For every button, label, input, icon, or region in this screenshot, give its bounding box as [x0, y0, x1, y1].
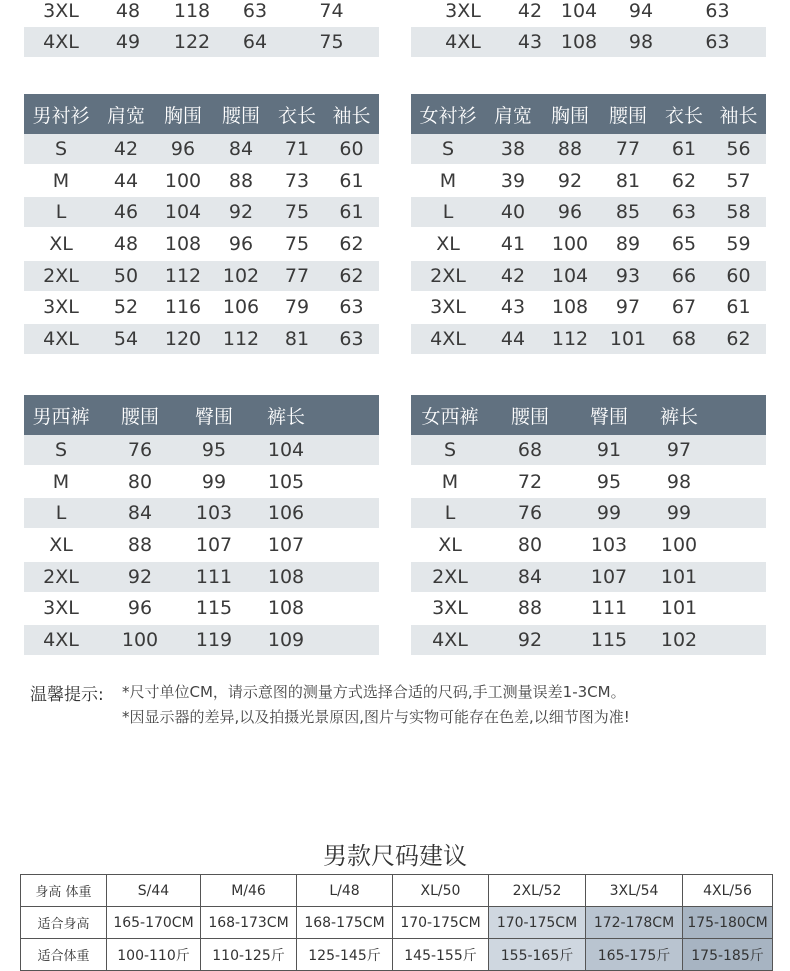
table-cell: L: [411, 498, 489, 528]
table-header-cell: [326, 395, 379, 435]
table-header-cell: 女西裤: [411, 395, 489, 435]
table-cell: [711, 562, 766, 592]
table-cell: 52: [113, 296, 139, 319]
table-cell: M: [439, 169, 457, 192]
table-cell: 145-155斤: [393, 939, 489, 971]
table-row: [24, 528, 379, 561]
table-cell: 104: [154, 197, 212, 227]
table-header-cell: 腰围: [489, 395, 571, 435]
table-cell: 106: [222, 296, 260, 319]
table-cell: 112: [541, 324, 599, 354]
table-row: [411, 528, 766, 561]
table-cell: 57: [726, 169, 751, 192]
table-cell: 118: [173, 0, 211, 22]
table-cell: 81: [270, 324, 324, 354]
table-cell: 62: [671, 169, 697, 192]
table-cell: 48: [113, 232, 139, 255]
table-header-cell: 腰围: [98, 395, 182, 435]
table-row: [24, 164, 379, 197]
table-cell: 102: [212, 261, 270, 291]
table-cell: 96: [127, 597, 153, 620]
table-cell: 84: [98, 498, 182, 528]
table-cell: 2XL: [411, 562, 489, 592]
table-cell: [326, 625, 379, 655]
table-header-cell: [711, 395, 766, 435]
table-cell: 4XL: [411, 625, 489, 655]
table-cell: 60: [324, 134, 379, 164]
table-cell: 42: [517, 0, 543, 22]
table-cell: 100: [660, 533, 698, 556]
size-suggestion-table: [20, 874, 773, 971]
table-row: [411, 134, 766, 164]
table-cell: 91: [571, 435, 647, 465]
table-cell: 100: [551, 232, 589, 255]
table-cell: 63: [657, 197, 711, 227]
table-header-cell: 臀围: [182, 395, 246, 435]
table-row: [24, 625, 379, 655]
table-header-cell: 裤长: [647, 395, 711, 435]
table-cell: 66: [657, 261, 711, 291]
table-header-cell: 腰围: [212, 94, 270, 134]
table-cell: 61: [339, 169, 364, 192]
table-cell: 4XL: [411, 27, 515, 57]
table-cell: 65: [671, 232, 697, 255]
table-cell: S: [411, 134, 485, 164]
table-cell: 94: [628, 0, 654, 22]
table-cell: 77: [599, 134, 657, 164]
tips-label: 温馨提示:: [30, 685, 104, 705]
table-cell: 41: [500, 232, 526, 255]
table-cell: 105: [267, 470, 305, 493]
table-cell: 2XL: [411, 261, 485, 291]
table-cell: M: [441, 470, 459, 493]
table-cell: [326, 435, 379, 465]
table-cell: 61: [726, 296, 751, 319]
table-cell: 44: [113, 169, 139, 192]
men-shirt-size-table: [24, 94, 379, 354]
table-cell: 120: [154, 324, 212, 354]
table-header-cell: 2XL/52: [489, 875, 586, 907]
table-cell: 适合体重: [21, 939, 107, 971]
table-cell: 54: [98, 324, 154, 354]
table-header-cell: 身高 体重: [21, 875, 107, 907]
table-cell: 101: [660, 597, 698, 620]
table-cell: 58: [711, 197, 766, 227]
table-cell: 109: [246, 625, 326, 655]
table-cell: [326, 498, 379, 528]
table-cell: 172-178CM: [586, 907, 683, 939]
table-cell: 175-180CM: [683, 907, 773, 939]
table-row: [24, 134, 379, 164]
table-cell: 92: [212, 197, 270, 227]
table-cell: 60: [711, 261, 766, 291]
table-cell: 4XL: [24, 625, 98, 655]
table-cell: 103: [182, 498, 246, 528]
table-row: [21, 939, 773, 971]
table-cell: 72: [517, 470, 543, 493]
table-cell: 107: [267, 533, 305, 556]
size-suggestion-title: 男款尺码建议: [323, 842, 467, 870]
table-cell: 98: [613, 27, 669, 57]
table-cell: 73: [284, 169, 310, 192]
table-cell: 170-175CM: [489, 907, 586, 939]
table-header-cell: XL/50: [393, 875, 489, 907]
table-header-cell: 男西裤: [24, 395, 98, 435]
table-row: [411, 625, 766, 655]
table-row: [24, 197, 379, 227]
table-row: [24, 324, 379, 354]
table-header-cell: 胸围: [541, 94, 599, 134]
table-cell: 62: [339, 232, 364, 255]
table-cell: S: [24, 435, 98, 465]
table-row: [411, 498, 766, 528]
table-cell: XL: [49, 232, 73, 255]
table-row: [411, 435, 766, 465]
tips-line-2: *因显示器的差异,以及拍摄光景原因,图片与实物可能存在色差,以细节图为准!: [122, 708, 630, 726]
table-cell: M: [52, 470, 70, 493]
table-cell: 4XL: [24, 27, 98, 57]
table-cell: M: [52, 169, 70, 192]
table-cell: 67: [671, 296, 697, 319]
table-cell: 170-175CM: [393, 907, 489, 939]
table-cell: 96: [228, 232, 254, 255]
table-cell: 50: [98, 261, 154, 291]
table-cell: 88: [541, 134, 599, 164]
table-row: [411, 0, 766, 27]
men-pants-size-table: [24, 395, 379, 655]
table-cell: L: [24, 197, 98, 227]
table-cell: 115: [571, 625, 647, 655]
table-cell: 100: [164, 169, 202, 192]
table-cell: 92: [489, 625, 571, 655]
table-cell: 62: [711, 324, 766, 354]
table-cell: 101: [647, 562, 711, 592]
table-row: [24, 0, 379, 27]
table-cell: 110-125斤: [201, 939, 297, 971]
table-row: [411, 27, 766, 57]
table-cell: 102: [647, 625, 711, 655]
table-cell: 75: [284, 27, 379, 57]
table-cell: L: [411, 197, 485, 227]
table-header-cell: 女衬衫: [411, 94, 485, 134]
table-cell: XL: [49, 533, 73, 556]
table-cell: 165-175斤: [586, 939, 683, 971]
table-cell: 175-185斤: [683, 939, 773, 971]
table-row: [411, 227, 766, 260]
table-cell: 63: [339, 296, 364, 319]
table-cell: 97: [647, 435, 711, 465]
table-cell: 80: [127, 470, 153, 493]
table-cell: 104: [541, 261, 599, 291]
table-row: [24, 592, 379, 625]
table-cell: 108: [545, 27, 613, 57]
table-cell: XL: [438, 533, 462, 556]
table-row: [24, 465, 379, 498]
table-cell: 85: [599, 197, 657, 227]
table-cell: [326, 528, 379, 561]
table-cell: 76: [98, 435, 182, 465]
table-cell: 61: [324, 197, 379, 227]
table-cell: 38: [485, 134, 541, 164]
table-cell: 75: [284, 232, 310, 255]
table-cell: 63: [242, 0, 268, 22]
table-cell: 168-175CM: [297, 907, 393, 939]
table-cell: 111: [590, 597, 628, 620]
table-cell: 63: [669, 27, 766, 57]
table-cell: 92: [98, 562, 182, 592]
table-header-cell: 袖长: [324, 94, 379, 134]
top-left-size-table: [24, 0, 379, 57]
table-cell: [711, 435, 766, 465]
table-cell: 80: [517, 533, 543, 556]
table-header-cell: 腰围: [599, 94, 657, 134]
table-cell: 112: [212, 324, 270, 354]
table-header-row: [411, 94, 766, 134]
table-cell: 98: [666, 470, 692, 493]
table-cell: [326, 465, 379, 498]
table-cell: 84: [212, 134, 270, 164]
table-cell: 99: [647, 498, 711, 528]
table-cell: 76: [489, 498, 571, 528]
table-cell: 61: [657, 134, 711, 164]
table-row: [24, 27, 379, 57]
table-cell: 97: [615, 296, 641, 319]
table-header-cell: M/46: [201, 875, 297, 907]
table-cell: S: [24, 134, 98, 164]
women-pants-size-table: [411, 395, 766, 655]
table-cell: 59: [726, 232, 751, 255]
table-header-row: [24, 94, 379, 134]
table-cell: 100-110斤: [107, 939, 201, 971]
table-cell: [711, 528, 766, 561]
table-cell: 46: [98, 197, 154, 227]
table-row: [411, 562, 766, 592]
table-cell: 99: [571, 498, 647, 528]
table-header-row: [411, 395, 766, 435]
table-cell: 3XL: [432, 597, 468, 620]
table-cell: 42: [98, 134, 154, 164]
table-cell: 92: [557, 169, 583, 192]
table-row: [411, 164, 766, 197]
table-row: [411, 197, 766, 227]
table-header-cell: 袖长: [711, 94, 766, 134]
table-cell: 155-165斤: [489, 939, 586, 971]
table-row: [24, 498, 379, 528]
table-cell: L: [24, 498, 98, 528]
table-cell: 122: [158, 27, 226, 57]
table-header-cell: 胸围: [154, 94, 212, 134]
table-cell: 48: [115, 0, 141, 22]
table-header-row: [24, 395, 379, 435]
table-row: [24, 291, 379, 324]
table-cell: 99: [201, 470, 227, 493]
table-cell: 84: [489, 562, 571, 592]
table-cell: 112: [154, 261, 212, 291]
table-cell: 2XL: [24, 261, 98, 291]
table-cell: 43: [500, 296, 526, 319]
table-cell: 64: [226, 27, 284, 57]
table-header-cell: 3XL/54: [586, 875, 683, 907]
table-row: [411, 261, 766, 291]
table-cell: 4XL: [24, 324, 98, 354]
table-cell: S: [411, 435, 489, 465]
table-cell: 165-170CM: [107, 907, 201, 939]
table-row: [24, 261, 379, 291]
table-cell: 3XL: [430, 296, 466, 319]
table-cell: 116: [164, 296, 202, 319]
table-cell: 63: [324, 324, 379, 354]
table-cell: 40: [485, 197, 541, 227]
table-cell: 104: [246, 435, 326, 465]
table-cell: 4XL: [411, 324, 485, 354]
table-cell: 56: [711, 134, 766, 164]
table-cell: 111: [182, 562, 246, 592]
table-row: [411, 592, 766, 625]
table-header-cell: S/44: [107, 875, 201, 907]
table-cell: 3XL: [43, 0, 79, 22]
table-row: [21, 907, 773, 939]
table-cell: [326, 562, 379, 592]
table-row: [24, 227, 379, 260]
table-cell: [711, 625, 766, 655]
table-row: [24, 562, 379, 592]
top-right-size-table: [411, 0, 766, 57]
tips-line-1: *尺寸单位CM，请示意图的测量方式选择合适的尺码,手工测量误差1-3CM。: [122, 683, 626, 701]
table-cell: 63: [705, 0, 730, 22]
table-cell: 3XL: [43, 296, 79, 319]
table-cell: [711, 592, 766, 625]
table-cell: 108: [246, 562, 326, 592]
table-header-cell: 男衬衫: [24, 94, 98, 134]
table-header-cell: 肩宽: [98, 94, 154, 134]
table-row: [411, 324, 766, 354]
table-header-cell: 肩宽: [485, 94, 541, 134]
table-cell: 39: [500, 169, 526, 192]
table-cell: 81: [615, 169, 641, 192]
table-cell: 2XL: [24, 562, 98, 592]
table-cell: 125-145斤: [297, 939, 393, 971]
table-cell: 62: [324, 261, 379, 291]
table-cell: 68: [657, 324, 711, 354]
suggestion-header-row: [21, 875, 773, 907]
table-cell: 115: [195, 597, 233, 620]
table-cell: 168-173CM: [201, 907, 297, 939]
table-header-cell: 衣长: [657, 94, 711, 134]
table-cell: [326, 592, 379, 625]
table-cell: 74: [319, 0, 344, 22]
table-cell: 104: [560, 0, 598, 22]
table-cell: 适合身高: [21, 907, 107, 939]
table-cell: 88: [127, 533, 153, 556]
table-row: [411, 291, 766, 324]
table-row: [411, 465, 766, 498]
women-shirt-size-table: [411, 94, 766, 354]
table-cell: 3XL: [43, 597, 79, 620]
table-cell: 42: [485, 261, 541, 291]
table-cell: 3XL: [445, 0, 481, 22]
table-cell: 71: [270, 134, 324, 164]
table-cell: XL: [436, 232, 460, 255]
table-cell: 107: [571, 562, 647, 592]
table-cell: 108: [164, 232, 202, 255]
table-cell: 119: [182, 625, 246, 655]
table-header-cell: 臀围: [571, 395, 647, 435]
table-cell: 108: [551, 296, 589, 319]
table-cell: 49: [98, 27, 158, 57]
table-header-cell: 4XL/56: [683, 875, 773, 907]
table-cell: 93: [599, 261, 657, 291]
table-cell: 75: [270, 197, 324, 227]
table-cell: 103: [590, 533, 628, 556]
table-cell: 96: [541, 197, 599, 227]
table-cell: [711, 498, 766, 528]
table-cell: 108: [267, 597, 305, 620]
table-cell: 107: [195, 533, 233, 556]
table-cell: 88: [228, 169, 254, 192]
table-cell: 88: [517, 597, 543, 620]
table-cell: 106: [246, 498, 326, 528]
table-cell: 101: [599, 324, 657, 354]
table-cell: 77: [270, 261, 324, 291]
table-header-cell: 裤长: [246, 395, 326, 435]
table-cell: [711, 465, 766, 498]
table-cell: 44: [485, 324, 541, 354]
table-cell: 100: [98, 625, 182, 655]
table-header-cell: 衣长: [270, 94, 324, 134]
table-cell: 89: [615, 232, 641, 255]
table-row: [24, 435, 379, 465]
table-cell: 95: [596, 470, 622, 493]
table-cell: 96: [154, 134, 212, 164]
table-cell: 43: [515, 27, 545, 57]
table-cell: 79: [284, 296, 310, 319]
table-header-cell: L/48: [297, 875, 393, 907]
table-cell: 95: [182, 435, 246, 465]
table-cell: 68: [489, 435, 571, 465]
